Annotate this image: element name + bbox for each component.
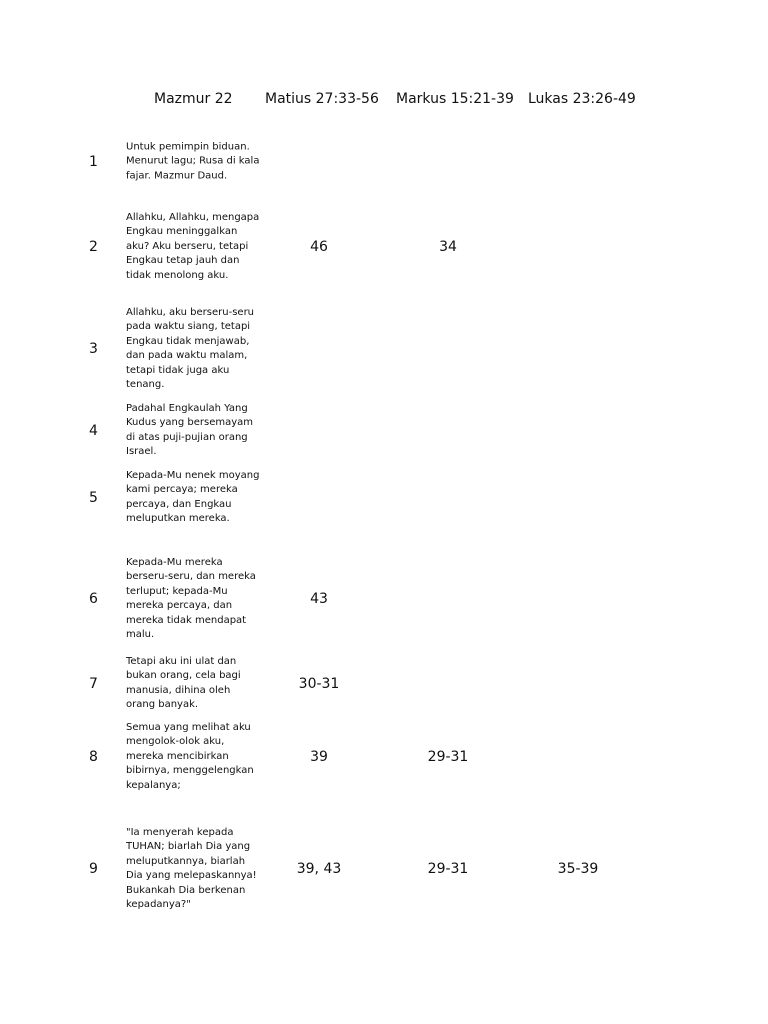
header-psalm: Mazmur 22 bbox=[154, 91, 233, 107]
verse-text: Tetapi aku ini ulat dan bukan orang, cela bagi manusia, dihina oleh orang banyak. bbox=[126, 656, 241, 711]
verse-text: Allahku, Allahku, mengapa Engkau meninggalkan aku? Aku berseru, tetapi Engkau tetap jauh dan tidak menolong aku. bbox=[126, 211, 260, 281]
mark-ref: 34 bbox=[439, 239, 457, 255]
verse-text: Semua yang melihat aku mengolok-olok aku, mereka mencibirkan bibirnya, menggelengkan kepalanya; bbox=[126, 721, 254, 791]
verse-number: 7 bbox=[89, 676, 98, 692]
verse-number: 2 bbox=[89, 239, 98, 255]
luke-ref: 35-39 bbox=[557, 861, 599, 877]
verse-number: 5 bbox=[89, 490, 98, 506]
verse-text: Padahal Engkaulah Yang Kudus yang bersemayam di atas puji-pujian orang Israel. bbox=[126, 403, 254, 458]
matthew-ref: 30-31 bbox=[298, 676, 340, 692]
verse-number: 4 bbox=[89, 423, 98, 439]
header-mark: Markus 15:21-39 bbox=[396, 91, 514, 107]
verse-text: "Ia menyerah kepada TUHAN; biarlah Dia yang meluputkannya, biarlah Dia yang melepaskannya! Bukankah Dia berkenan kepadanya?" bbox=[126, 826, 257, 910]
verse-number: 3 bbox=[89, 341, 98, 357]
verse-number: 9 bbox=[89, 861, 98, 877]
verse-number: 6 bbox=[89, 591, 98, 607]
matthew-ref: 46 bbox=[310, 239, 328, 255]
mark-ref: 29-31 bbox=[427, 861, 469, 877]
matthew-ref: 39, 43 bbox=[296, 861, 342, 877]
verse-number: 8 bbox=[89, 749, 98, 765]
matthew-ref: 43 bbox=[310, 591, 328, 607]
mark-ref: 29-31 bbox=[427, 749, 469, 765]
header-matthew: Matius 27:33-56 bbox=[265, 91, 379, 107]
verse-number: 1 bbox=[89, 154, 98, 170]
header-luke: Lukas 23:26-49 bbox=[528, 91, 636, 107]
verse-text: Allahku, aku berseru-seru pada waktu siang, tetapi Engkau tidak menjawab, dan pada waktu malam, tetapi tidak juga aku tenang. bbox=[126, 306, 255, 390]
verse-text: Untuk pemimpin biduan. Menurut lagu; Rusa di kala fajar. Mazmur Daud. bbox=[126, 141, 260, 182]
verse-text: Kepada-Mu mereka berseru-seru, dan mereka terluput; kepada-Mu mereka percaya, dan mereka tidak mendapat malu. bbox=[126, 556, 256, 640]
matthew-ref: 39 bbox=[310, 749, 328, 765]
verse-text: Kepada-Mu nenek moyang kami percaya; mereka percaya, dan Engkau meluputkan mereka. bbox=[126, 470, 260, 525]
